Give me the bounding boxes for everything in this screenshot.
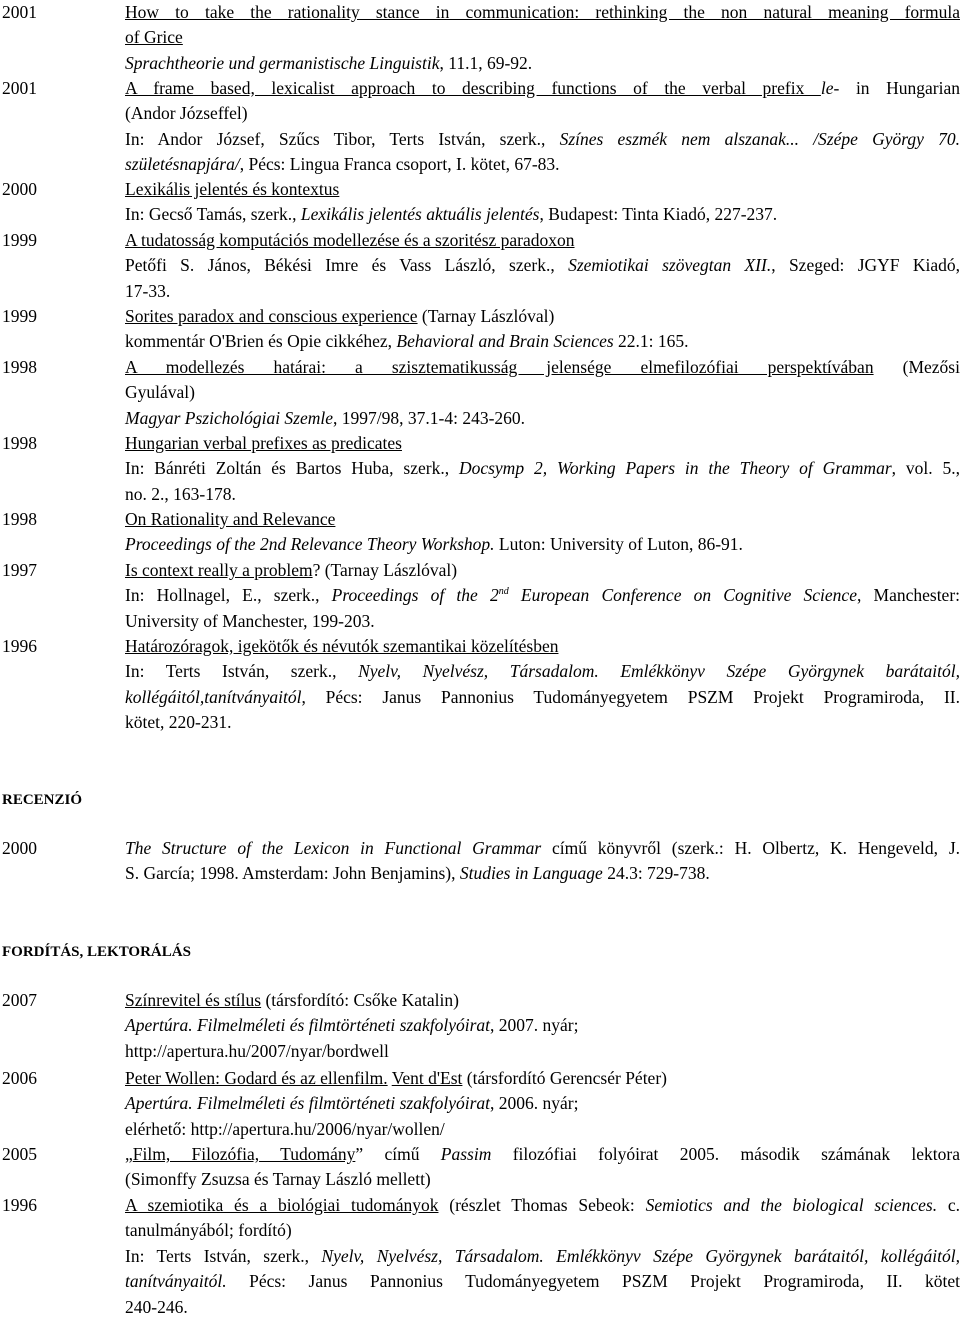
publication-year: 1998 — [2, 433, 37, 453]
review-text: című könyvről (szerk.: H. Olbertz, K. Hengeveld, J. — [541, 838, 960, 858]
comment-note: kommentár O'Brien és Opie cikkéhez, — [125, 331, 397, 352]
translation-note: (társfordító: Csőke Katalin) — [261, 990, 459, 1010]
publication-title-link[interactable]: A tudatosság komputációs modellezése és a szoritész paradoxon — [125, 230, 575, 250]
review-year: 2000 — [2, 838, 37, 858]
publication-entry — [0, 431, 960, 507]
section-heading-review: RECENZIÓ — [2, 792, 83, 808]
journal-date: , 2007. nyár; — [490, 1015, 579, 1036]
journal-name: Apertúra. Filmelméleti és filmtörténeti szakfolyóirat — [125, 1093, 491, 1114]
entry-text-cont: filozófiai folyóirat 2005. második számának lektora — [491, 1144, 960, 1164]
entry-text-tail: (Simonffy Zsuzsa és Tarnay László mellett) — [125, 1169, 431, 1190]
publisher: , Pécs: Janus Pannonius Tudományegyetem PSZM Projekt Programiroda, II. — [301, 686, 960, 707]
publication-entry — [0, 355, 960, 431]
translation-title-link[interactable]: Peter Wollen: Godard és az ellenfilm. — [125, 1068, 388, 1088]
ordinal-suffix: nd — [498, 586, 509, 598]
journal-date: , 2006. nyár; — [490, 1093, 579, 1114]
journal-name: Passim — [440, 1144, 492, 1164]
entry-text: című — [363, 1144, 441, 1164]
book-title: Szemiotikai szövegtan XII. — [568, 255, 772, 276]
entry-text: (részlet Thomas Sebeok: — [438, 1195, 646, 1215]
pages: no. 2., 163-178. — [125, 483, 236, 504]
publisher: , Manchester: — [856, 585, 960, 606]
publication-year: 2001 — [2, 78, 37, 98]
book-title: Színes eszmék nem alszanak... /Szépe György 70. — [559, 128, 960, 149]
book-title-cont: születésnapjára/ — [125, 154, 240, 175]
editors: In: Terts István, szerk., — [125, 1245, 322, 1266]
coauthor: (Andor Józseffel) — [125, 103, 248, 124]
publication-year: 1999 — [2, 306, 37, 326]
publication-title-link[interactable]: Is context really a problem — [125, 560, 313, 580]
translation-year: 1996 — [2, 1195, 37, 1215]
editors: In: Hollnagel, E., szerk., — [125, 585, 332, 606]
publication-title-link[interactable]: How to take the rationality stance in communication: rethinking the non natural meaning formula — [125, 2, 960, 22]
book-title: Docsymp 2, Working Papers in the Theory of Grammar — [458, 458, 892, 479]
journal-name: Magyar Pszichológiai Szemle — [125, 407, 334, 428]
journal-name: Sprachtheorie und germanistische Linguistik — [125, 52, 440, 73]
publication-title-link[interactable]: Sorites paradox and conscious experience — [125, 306, 418, 326]
review-entry — [0, 836, 960, 887]
journal-name: Behavioral and Brain Sciences — [396, 331, 614, 352]
publication-title-link-cont[interactable]: of Grice — [125, 27, 183, 48]
journal-pages: 24.3: 729-738. — [602, 863, 710, 884]
journal-pages: 22.1: 165. — [613, 331, 689, 352]
publisher: , Szeged: JGYF Kiadó, — [771, 255, 960, 276]
translation-title-link-film[interactable]: Vent d'Est — [391, 1068, 463, 1088]
translation-year: 2007 — [2, 990, 37, 1010]
publication-title-link[interactable]: On Rationality and Relevance — [125, 509, 336, 529]
translation-title-link[interactable]: Színrevitel és stílus — [125, 990, 262, 1010]
open-quote: „ — [125, 1144, 133, 1164]
translation-entry — [0, 1066, 960, 1142]
book-title-cont: European Conference on Cognitive Science — [508, 585, 857, 606]
review-text-cont: S. García; 1998. Amsterdam: John Benjamins), — [125, 863, 460, 884]
publication-entry — [0, 507, 960, 558]
editors: In: Terts István, szerk., — [125, 661, 359, 682]
editors: In: Andor József, Szűcs Tibor, Terts István, szerk., — [125, 128, 560, 149]
publication-title-link[interactable]: Határozóragok, igekötők és névutók szemantikai közelítésben — [125, 636, 559, 656]
publication-year: 2001 — [2, 2, 37, 22]
entry-text-tail: tanulmányából; fordító) — [125, 1220, 292, 1241]
publication-entry — [0, 177, 960, 228]
publication-title-link[interactable]: A frame based, lexicalist approach to describing functions of the verbal prefix — [125, 78, 821, 98]
pages: 17-33. — [125, 280, 171, 301]
translation-year: 2005 — [2, 1144, 37, 1164]
translation-entry — [0, 988, 960, 1064]
editors: In: Gecső Tamás, szerk., — [125, 204, 301, 225]
publisher: , Budapest: Tinta Kiadó, 227-237. — [539, 204, 778, 225]
source-url: elérhető: http://apertura.hu/2006/nyar/wollen/ — [125, 1118, 445, 1139]
coauthor-cont: Gyulával) — [125, 382, 195, 403]
publication-entry — [0, 0, 960, 76]
book-title-cont: kollégáitól,tanítványaitól — [125, 686, 302, 707]
close-quote: ” — [355, 1144, 364, 1164]
question-mark: ? — [312, 560, 321, 580]
publication-entry — [0, 228, 960, 304]
translation-entry — [0, 1193, 960, 1320]
translation-year: 2006 — [2, 1068, 37, 1088]
book-title-cont: tanítványaitól. — [125, 1271, 227, 1292]
publication-year: 1999 — [2, 230, 37, 250]
publisher: , vol. 5., — [891, 458, 960, 479]
translation-entry — [0, 1142, 960, 1193]
translation-title-link[interactable]: A szemiotika és a biológiai tudományok — [125, 1195, 439, 1215]
book-title: Semiotics and the biological sciences. — [645, 1195, 938, 1215]
source-url: http://apertura.hu/2007/nyar/bordwell — [125, 1040, 389, 1061]
coauthor: (Mezősi — [873, 357, 960, 377]
publication-year: 1998 — [2, 509, 37, 529]
editors: Petőfi S. János, Békési Imre és Vass László, szerk., — [125, 255, 569, 276]
title-tail: in Hungarian — [839, 78, 960, 98]
book-title: Nyelv, Nyelvész, Társadalom. Emlékkönyv Szépe Györgynek barátaitól, — [358, 661, 960, 682]
publication-year: 1996 — [2, 636, 37, 656]
translation-title-link[interactable]: Film, Filozófia, Tudomány — [132, 1144, 356, 1164]
translation-note: (társfordító Gerencsér Péter) — [462, 1068, 667, 1088]
publication-year: 1997 — [2, 560, 37, 580]
journal-name: Apertúra. Filmelméleti és filmtörténeti szakfolyóirat — [125, 1015, 491, 1036]
book-title: Lexikális jelentés aktuális jelentés — [300, 204, 540, 225]
publication-entry — [0, 558, 960, 634]
publication-year: 1998 — [2, 357, 37, 377]
book-title: The Structure of the Lexicon in Functional Grammar — [125, 838, 542, 858]
publisher: , Pécs: Lingua Franca csoport, I. kötet, 67-83. — [239, 154, 560, 175]
publisher: Pécs: Janus Pannonius Tudományegyetem PSZM Projekt Programiroda, II. kötet — [226, 1271, 960, 1292]
publisher: Luton: University of Luton, 86-91. — [494, 534, 743, 555]
section-heading-translations: FORDÍTÁS, LEKTORÁLÁS — [2, 944, 191, 960]
coauthor: (Tarnay Lászlóval) — [417, 306, 555, 326]
coauthor: (Tarnay Lászlóval) — [320, 560, 458, 580]
journal-pages: , 1997/98, 37.1-4: 243-260. — [333, 407, 526, 428]
publication-entry — [0, 76, 960, 178]
book-title: Proceedings of the 2nd Relevance Theory Workshop. — [125, 534, 495, 555]
journal-name: Studies in Language — [459, 863, 603, 884]
verbal-prefix: le- — [820, 78, 840, 98]
publisher-cont: University of Manchester, 199-203. — [125, 610, 375, 631]
publication-year: 2000 — [2, 179, 37, 199]
publication-entry — [0, 634, 960, 736]
entry-text-cont: c. — [937, 1195, 960, 1215]
book-title: Proceedings of the 2 — [331, 585, 499, 606]
publication-title-link[interactable]: A modellezés határai: a szisztematikusság jelensége elmefilozófiai perspektívában — [125, 357, 874, 377]
editors: In: Bánréti Zoltán és Bartos Huba, szerk., — [125, 458, 459, 479]
journal-pages: , 11.1, 69-92. — [439, 52, 533, 73]
publication-entry — [0, 304, 960, 355]
pages: 240-246. — [125, 1296, 188, 1317]
publication-title-link[interactable]: Hungarian verbal prefixes as predicates — [125, 433, 402, 453]
book-title: Nyelv, Nyelvész, Társadalom. Emlékkönyv Szépe Györgynek barátaitól, kollégáitól, — [321, 1245, 960, 1266]
publication-title-link[interactable]: Lexikális jelentés és kontextus — [125, 179, 340, 199]
pages: kötet, 220-231. — [125, 712, 232, 733]
